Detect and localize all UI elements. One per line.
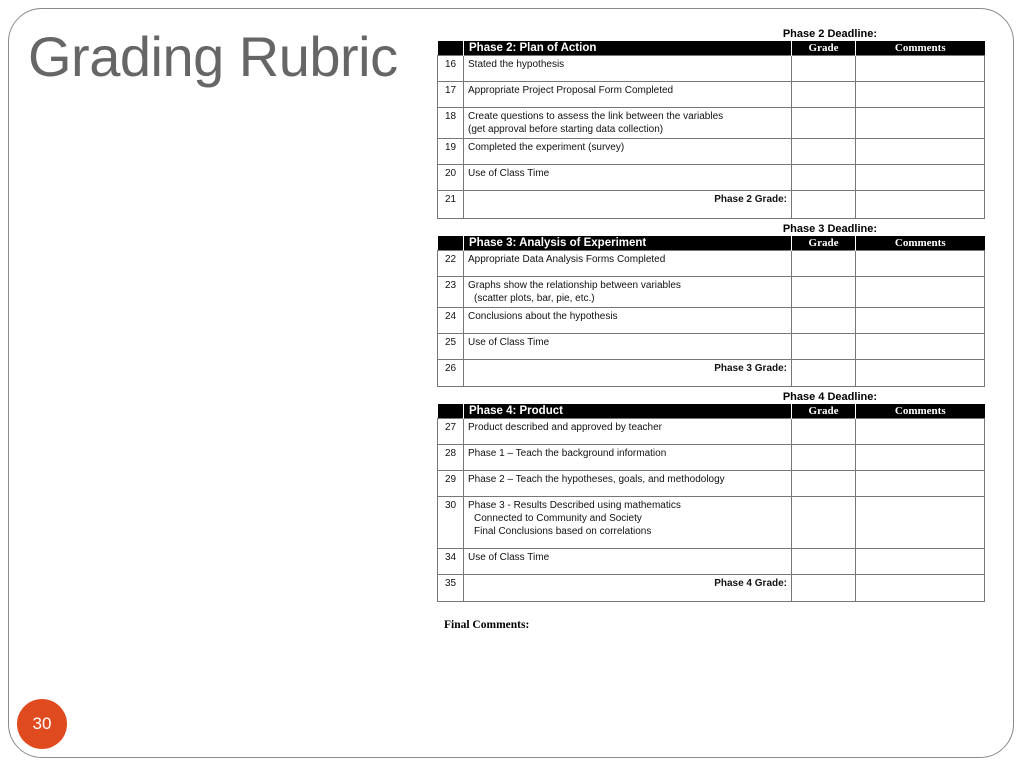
- comments-cell[interactable]: [856, 419, 985, 445]
- comments-cell[interactable]: [856, 445, 985, 471]
- comments-cell[interactable]: [856, 277, 985, 308]
- phase4-grade-label: Phase 4 Grade:: [464, 575, 792, 602]
- comments-cell[interactable]: [856, 471, 985, 497]
- row-number: 21: [438, 191, 464, 219]
- criterion-line: Phase 3 - Results Described using mathematics: [468, 500, 681, 511]
- grade-cell[interactable]: [792, 251, 856, 277]
- row-number: 30: [438, 497, 464, 549]
- criterion-text: Appropriate Project Proposal Form Completed: [464, 82, 792, 108]
- row-number: 34: [438, 549, 464, 575]
- phase-total-row: [438, 575, 985, 602]
- grade-cell[interactable]: [792, 308, 856, 334]
- phase4-heading: Phase 4: Product: [464, 404, 792, 419]
- row-number: 25: [438, 334, 464, 360]
- grade-cell[interactable]: [792, 277, 856, 308]
- grade-cell[interactable]: [792, 56, 856, 82]
- slide-title: Grading Rubric: [28, 25, 398, 88]
- grade-cell[interactable]: [792, 549, 856, 575]
- comments-cell[interactable]: [856, 139, 985, 165]
- row-number: 28: [438, 445, 464, 471]
- table-row: [438, 277, 985, 308]
- header-num-cell: [438, 41, 464, 56]
- table-row: [438, 56, 985, 82]
- table-header-row: [438, 41, 985, 56]
- grade-cell[interactable]: [792, 165, 856, 191]
- header-num-cell: [438, 404, 464, 419]
- table-row: [438, 251, 985, 277]
- criterion-text: [464, 497, 792, 549]
- table-row: [438, 445, 985, 471]
- final-comments-label: Final Comments:: [444, 619, 530, 631]
- criterion-line: (get approval before starting data collection): [468, 124, 664, 135]
- criterion-line: Final Conclusions based on correlations: [474, 526, 652, 537]
- row-number: 35: [438, 575, 464, 602]
- comments-cell[interactable]: [856, 251, 985, 277]
- grade-cell[interactable]: [792, 419, 856, 445]
- criterion-text: Stated the hypothesis: [464, 56, 792, 82]
- criterion-text: [464, 108, 792, 139]
- criterion-text: Use of Class Time: [464, 165, 792, 191]
- phase4-grade-cell[interactable]: [792, 575, 856, 602]
- table-row: [438, 139, 985, 165]
- criterion-text: Product described and approved by teacher: [464, 419, 792, 445]
- row-number: 24: [438, 308, 464, 334]
- phase4-comments-cell[interactable]: [856, 575, 985, 602]
- row-number: 16: [438, 56, 464, 82]
- phase2-grade-cell[interactable]: [792, 191, 856, 219]
- page-number-badge: 30: [17, 699, 67, 749]
- criterion-text: Appropriate Data Analysis Forms Completed: [464, 251, 792, 277]
- row-number: 23: [438, 277, 464, 308]
- grade-cell[interactable]: [792, 82, 856, 108]
- row-number: 19: [438, 139, 464, 165]
- phase2-deadline: Phase 2 Deadline:: [782, 28, 877, 40]
- table-row: [438, 419, 985, 445]
- criterion-text: Use of Class Time: [464, 334, 792, 360]
- comments-cell[interactable]: [856, 56, 985, 82]
- comments-cell[interactable]: [856, 497, 985, 549]
- grade-column-header: Grade: [792, 236, 856, 251]
- table-row: [438, 108, 985, 139]
- criterion-line: Graphs show the relationship between variables: [468, 280, 681, 291]
- phase-total-row: [438, 360, 985, 387]
- comments-column-header: Comments: [856, 404, 985, 419]
- phase3-grade-label: Phase 3 Grade:: [464, 360, 792, 387]
- row-number: 22: [438, 251, 464, 277]
- criterion-text: Completed the experiment (survey): [464, 139, 792, 165]
- criterion-text: [464, 277, 792, 308]
- row-number: 17: [438, 82, 464, 108]
- criterion-line: (scatter plots, bar, pie, etc.): [474, 293, 595, 304]
- grade-cell[interactable]: [792, 139, 856, 165]
- grade-cell[interactable]: [792, 334, 856, 360]
- table-row: [438, 497, 985, 549]
- comments-cell[interactable]: [856, 549, 985, 575]
- phase2-rubric: [437, 27, 984, 219]
- phase2-table: [437, 41, 985, 219]
- phase3-table: [437, 236, 985, 387]
- criterion-text: Phase 2 – Teach the hypotheses, goals, and methodology: [464, 471, 792, 497]
- table-header-row: [438, 236, 985, 251]
- grade-column-header: Grade: [792, 404, 856, 419]
- phase3-rubric: [437, 222, 984, 387]
- phase2-grade-label: Phase 2 Grade:: [464, 191, 792, 219]
- table-header-row: [438, 404, 985, 419]
- comments-cell[interactable]: [856, 165, 985, 191]
- row-number: 20: [438, 165, 464, 191]
- comments-cell[interactable]: [856, 308, 985, 334]
- table-row: [438, 308, 985, 334]
- criterion-line: Create questions to assess the link between the variables: [468, 111, 724, 122]
- table-row: [438, 471, 985, 497]
- phase3-deadline: Phase 3 Deadline:: [782, 223, 877, 235]
- phase4-table: [437, 404, 985, 602]
- comments-cell[interactable]: [856, 82, 985, 108]
- criterion-line: Connected to Community and Society: [474, 513, 642, 524]
- grade-cell[interactable]: [792, 445, 856, 471]
- header-num-cell: [438, 236, 464, 251]
- table-row: [438, 549, 985, 575]
- row-number: 18: [438, 108, 464, 139]
- grade-cell[interactable]: [792, 471, 856, 497]
- phase3-grade-cell[interactable]: [792, 360, 856, 387]
- row-number: 29: [438, 471, 464, 497]
- table-row: [438, 165, 985, 191]
- comments-column-header: Comments: [856, 236, 985, 251]
- grade-cell[interactable]: [792, 108, 856, 139]
- phase4-rubric: [437, 390, 984, 602]
- row-number: 27: [438, 419, 464, 445]
- criterion-text: Phase 1 – Teach the background information: [464, 445, 792, 471]
- grade-cell[interactable]: [792, 497, 856, 549]
- comments-cell[interactable]: [856, 108, 985, 139]
- grade-column-header: Grade: [792, 41, 856, 56]
- row-number: 26: [438, 360, 464, 387]
- comments-cell[interactable]: [856, 334, 985, 360]
- phase3-comments-cell[interactable]: [856, 360, 985, 387]
- phase-total-row: [438, 191, 985, 219]
- criterion-text: Conclusions about the hypothesis: [464, 308, 792, 334]
- criterion-text: Use of Class Time: [464, 549, 792, 575]
- comments-column-header: Comments: [856, 41, 985, 56]
- phase2-heading: Phase 2: Plan of Action: [464, 41, 792, 56]
- phase3-heading: Phase 3: Analysis of Experiment: [464, 236, 792, 251]
- table-row: [438, 334, 985, 360]
- phase4-deadline: Phase 4 Deadline:: [782, 391, 877, 403]
- table-row: [438, 82, 985, 108]
- phase2-comments-cell[interactable]: [856, 191, 985, 219]
